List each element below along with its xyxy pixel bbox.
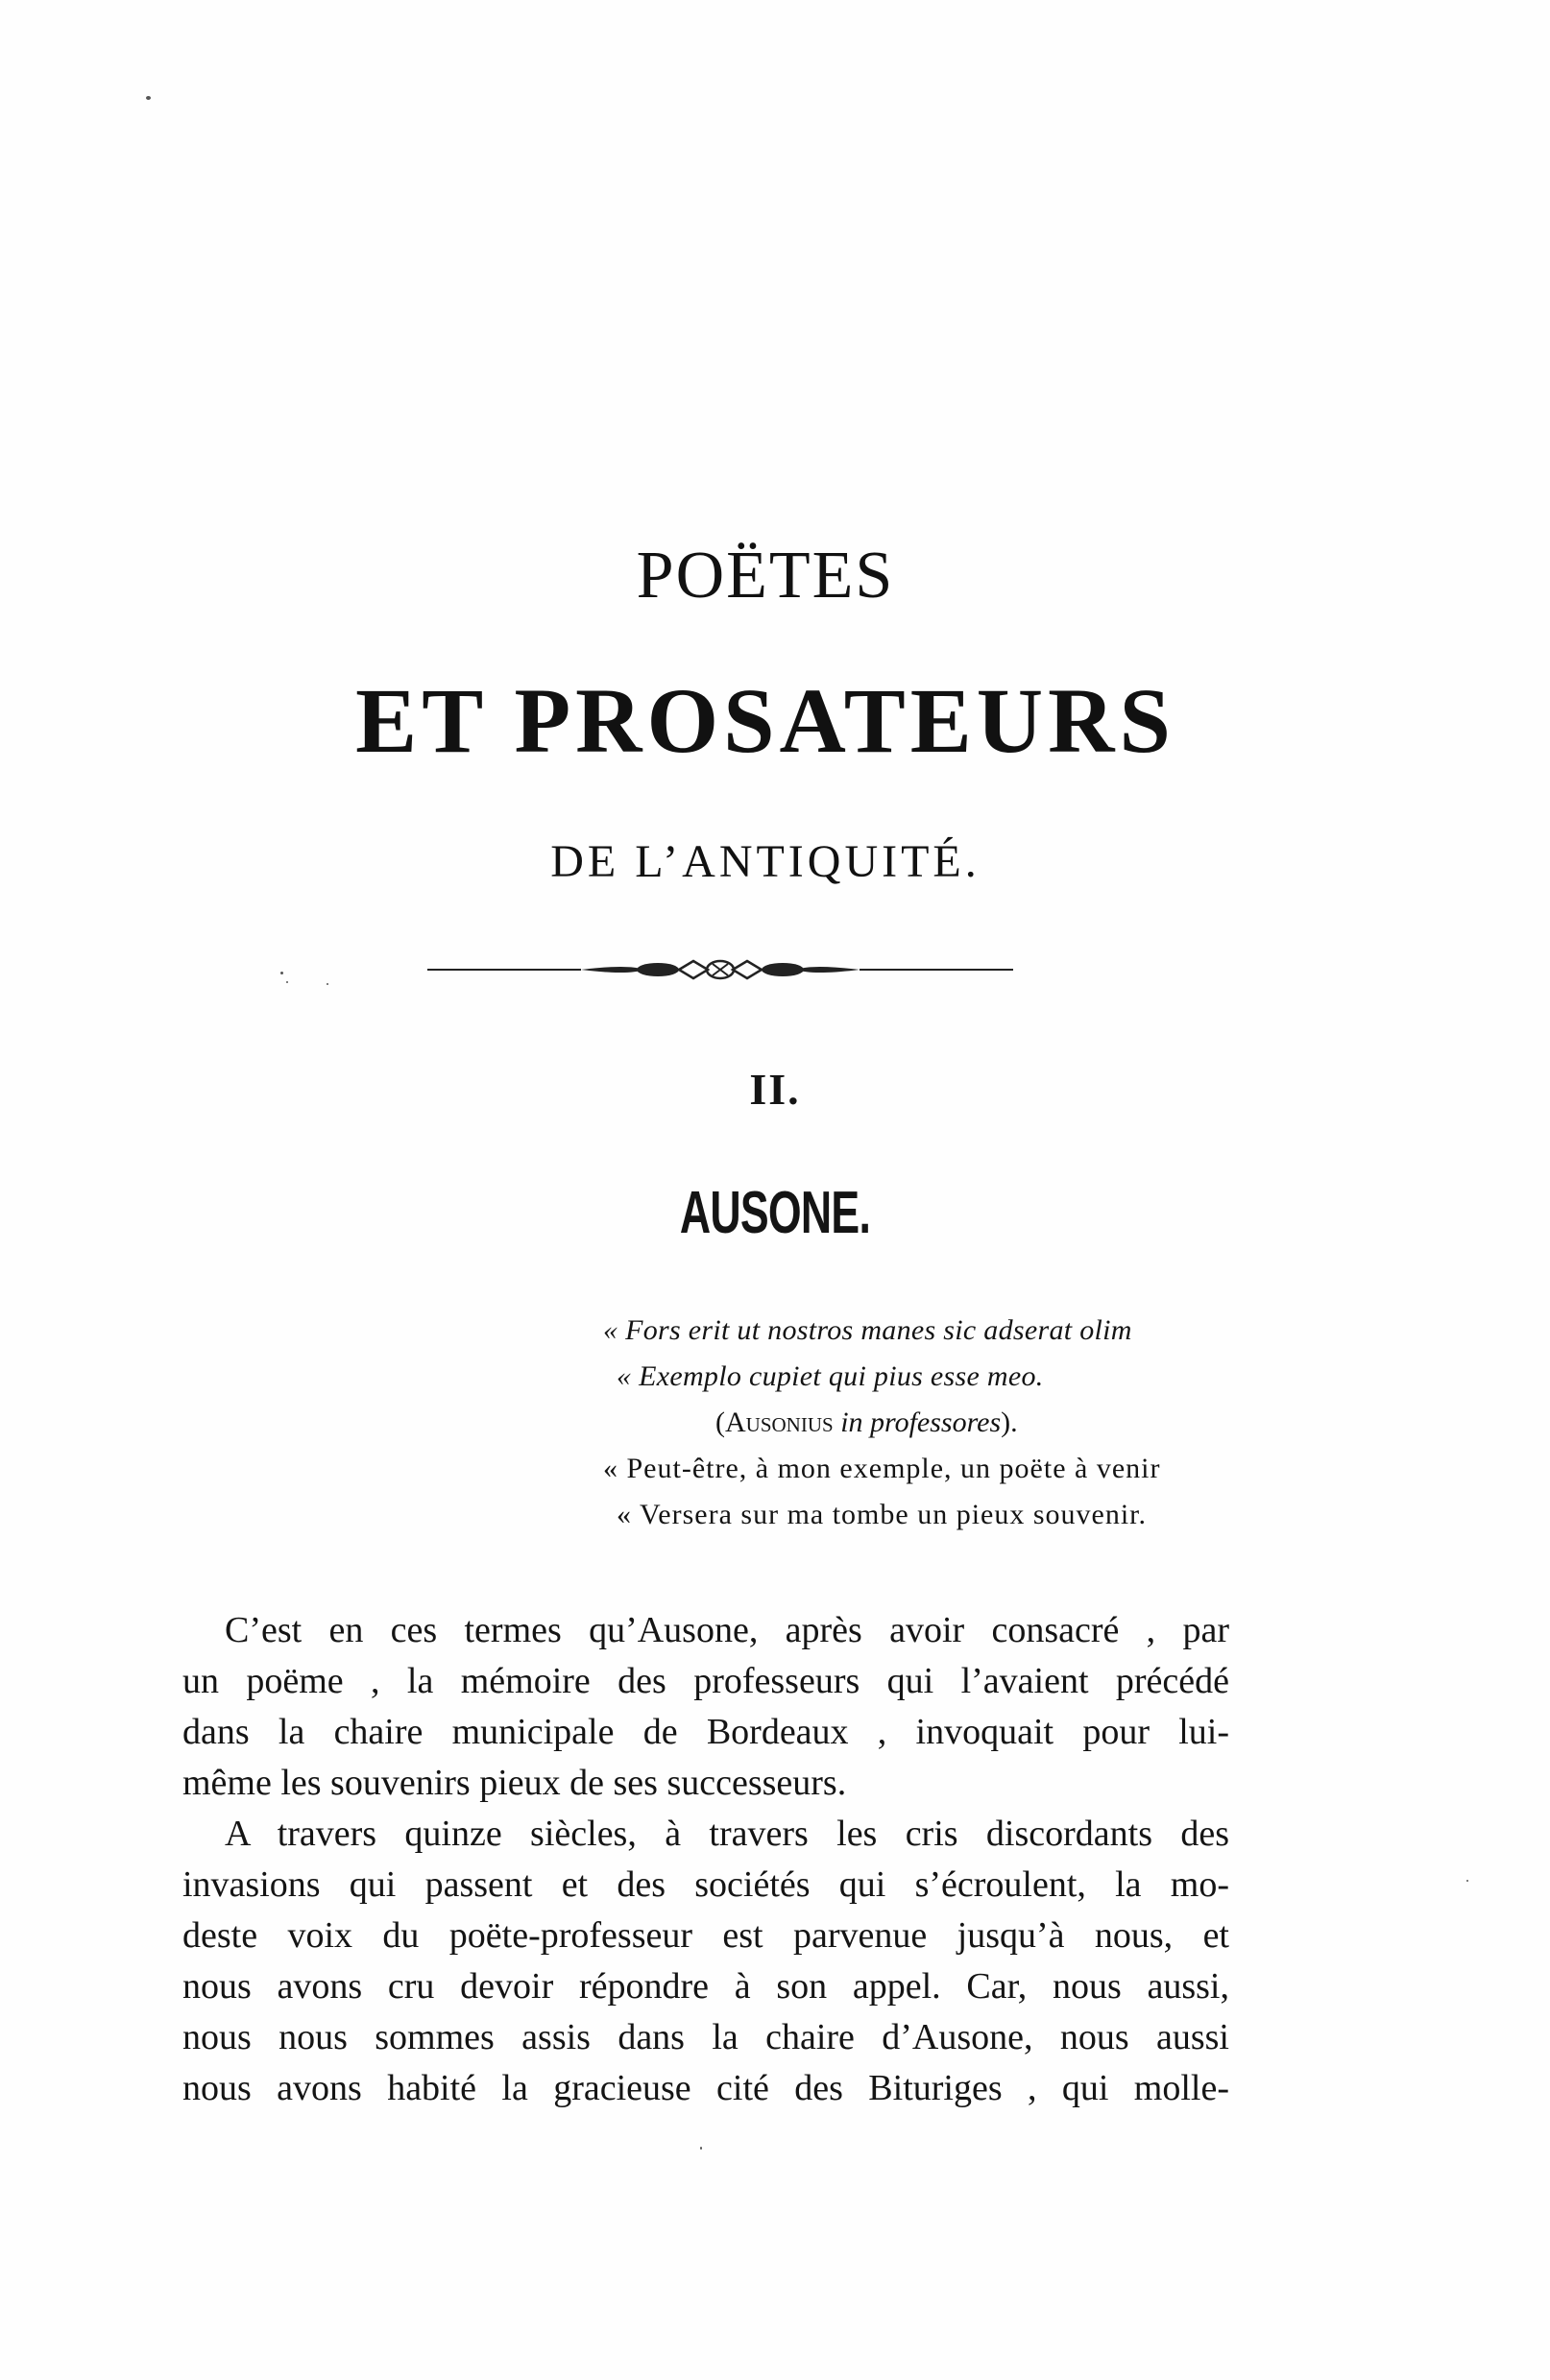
paragraph-1-line: même les souvenirs pieux de ses successeurs. bbox=[182, 1763, 847, 1803]
paragraph-2-line: nous avons cru devoir répondre à son appel. Car, nous aussi, bbox=[182, 1966, 1229, 2007]
ink-speck bbox=[1466, 1880, 1468, 1882]
paragraph-2-line: nous nous sommes assis dans la chaire d’Ausone, nous aussi bbox=[182, 2017, 1229, 2057]
title-line-1: POËTES bbox=[636, 539, 895, 613]
ornament-left-diamond bbox=[679, 961, 708, 978]
ornament-right-diamond bbox=[733, 961, 762, 978]
ink-speck bbox=[286, 981, 288, 983]
title-line-2: ET PROSATEURS bbox=[355, 669, 1175, 772]
ink-speck bbox=[327, 983, 328, 985]
paragraph-1-line: C’est en ces termes qu’Ausone, après avoir consacré , par bbox=[225, 1610, 1229, 1650]
body-text bbox=[182, 1605, 1229, 2114]
paragraph-1-line: dans la chaire municipale de Bordeaux , invoquait pour lui- bbox=[182, 1712, 1229, 1752]
source-close: ). bbox=[1001, 1406, 1018, 1438]
paragraph-2-line: invasions qui passent et des sociétés qui s’écroulent, la mo- bbox=[182, 1864, 1229, 1905]
rule-left-taper bbox=[581, 967, 643, 973]
ornament-left-bulb bbox=[637, 963, 679, 976]
rule-right-taper bbox=[797, 967, 860, 973]
epigraph-latin-line-1: « Fors erit ut nostros manes sic adserat olim bbox=[603, 1314, 1132, 1346]
epigraph bbox=[576, 1308, 1248, 1538]
ornament-center-cross bbox=[713, 964, 728, 975]
epigraph-french-line-1: « Peut-être, à mon exemple, un poëte à venir bbox=[603, 1453, 1161, 1484]
ink-speck bbox=[146, 96, 151, 100]
ornamental-rule bbox=[427, 950, 1013, 989]
paragraph-2-line: nous avons habité la gracieuse cité des Bituriges , qui molle- bbox=[182, 2068, 1229, 2108]
source-open: ( bbox=[715, 1406, 725, 1438]
part-number: II. bbox=[749, 1065, 801, 1114]
epigraph-french-line-2: « Versera sur ma tombe un pieux souvenir. bbox=[617, 1499, 1148, 1530]
source-work: in professores bbox=[840, 1406, 1002, 1438]
epigraph-latin-line-2: « Exemplo cupiet qui pius esse meo. bbox=[617, 1360, 1044, 1392]
title-line-3: DE L’ANTIQUITÉ. bbox=[550, 836, 981, 887]
paragraph-2-line: deste voix du poëte-professeur est parvenue jusqu’à nous, et bbox=[182, 1915, 1229, 1956]
ink-speck bbox=[700, 2147, 702, 2150]
chapter-title: AUSONE. bbox=[679, 1180, 871, 1246]
epigraph-source bbox=[576, 1400, 1248, 1446]
ink-speck bbox=[280, 972, 283, 974]
paragraph-1-line: un poëme , la mémoire des professeurs qui l’avaient précédé bbox=[182, 1661, 1229, 1701]
source-author: Ausonius bbox=[725, 1406, 834, 1438]
paragraph-2-line: A travers quinze siècles, à travers les cris discordants des bbox=[225, 1814, 1229, 1854]
